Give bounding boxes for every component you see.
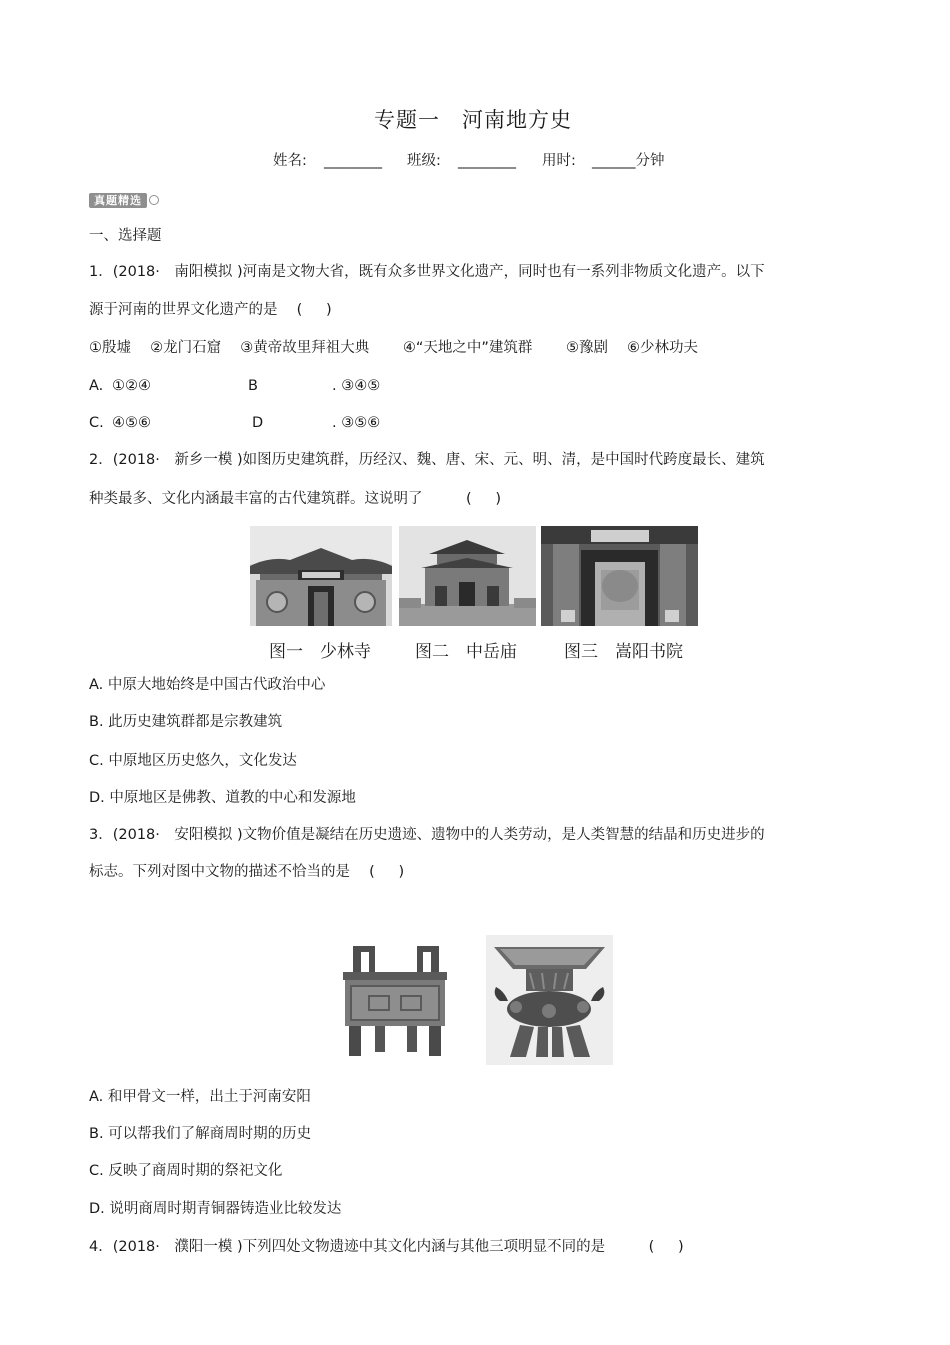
temple-photo [250, 526, 392, 626]
q1-option-d-label: D [252, 415, 264, 431]
q3-option-b: B. 可以帮我们了解商周时期的历史 [89, 1126, 312, 1142]
time-label: 用时: [542, 153, 576, 169]
caption-figure-1: 图一 少林寺 [269, 642, 371, 662]
q1-option-c-label: C. [89, 415, 104, 431]
q2-figure [250, 526, 698, 660]
zun-vessel-photo [486, 935, 613, 1065]
q1-option-d: . ③⑤⑥ [332, 415, 381, 431]
name-blank[interactable]: ________ [324, 153, 382, 169]
section-heading: 一、选择题 [89, 228, 162, 244]
q2-line1: 2．(2018· 新乡一模 )如图历史建筑群，历经汉、魏、唐、宋、元、明、清，是中国时代跨度最长、建筑 [89, 452, 765, 468]
caption-figure-2: 图二 中岳庙 [415, 642, 517, 662]
class-label: 班级: [407, 153, 441, 169]
q1-items: ①殷墟 ②龙门石窟 ③黄帝故里拜祖大典 ④“天地之中”建筑群 ⑤豫剧 ⑥少林功夫 [89, 340, 699, 356]
caption-figure-3: 图三 嵩阳书院 [564, 642, 683, 662]
time-blank[interactable]: ______分钟 [592, 153, 665, 169]
q3-line2: 标志。下列对图中文物的描述不恰当的是 ( ) [89, 864, 405, 880]
q3-line1: 3．(2018· 安阳模拟 )文物价值是凝结在历史遗迹、遗物中的人类劳动，是人类智慧的结晶和历史进步的 [89, 827, 765, 843]
q2-option-b: B. 此历史建筑群都是宗教建筑 [89, 714, 283, 730]
section-badge [89, 189, 159, 208]
academy-photo [541, 526, 698, 626]
q1-line2: 源于河南的世界文化遗产的是 ( ) [89, 302, 332, 318]
name-label: 姓名: [273, 153, 307, 169]
q2-option-d: D. 中原地区是佛教、道教的中心和发源地 [89, 790, 356, 806]
ding-vessel-photo [339, 938, 451, 1058]
q1-option-c: ④⑤⑥ [112, 415, 151, 431]
badge-dot-icon [149, 195, 159, 205]
class-blank[interactable]: ________ [458, 153, 516, 169]
q1-option-b: . ③④⑤ [332, 378, 381, 394]
section-badge-label: 真题精选 [89, 193, 147, 208]
q4-line1: 4．(2018· 濮阳一模 )下列四处文物遗迹中其文化内涵与其他三项明显不同的是 ( ) [89, 1239, 684, 1255]
gate-photo [399, 526, 536, 626]
q2-option-a: A. 中原大地始终是中国古代政治中心 [89, 677, 326, 693]
q1-option-a-label: A. [89, 378, 104, 394]
q1-line1: 1．(2018· 南阳模拟 )河南是文物大省，既有众多世界文化遗产，同时也有一系列非物质文化遗产。以下 [89, 264, 765, 280]
q1-option-b-label: B [248, 378, 258, 394]
q3-option-c: C. 反映了商周时期的祭祀文化 [89, 1163, 283, 1179]
q2-line2: 种类最多、文化内涵最丰富的古代建筑群。这说明了 ( ) [89, 491, 502, 507]
q1-option-a: ①②④ [112, 378, 151, 394]
q2-option-c: C. 中原地区历史悠久，文化发达 [89, 753, 297, 769]
page-title: 专题一 河南地方史 [374, 108, 572, 132]
q3-option-d: D. 说明商周时期青铜器铸造业比较发达 [89, 1201, 342, 1217]
q3-option-a: A. 和甲骨文一样，出土于河南安阳 [89, 1089, 311, 1105]
